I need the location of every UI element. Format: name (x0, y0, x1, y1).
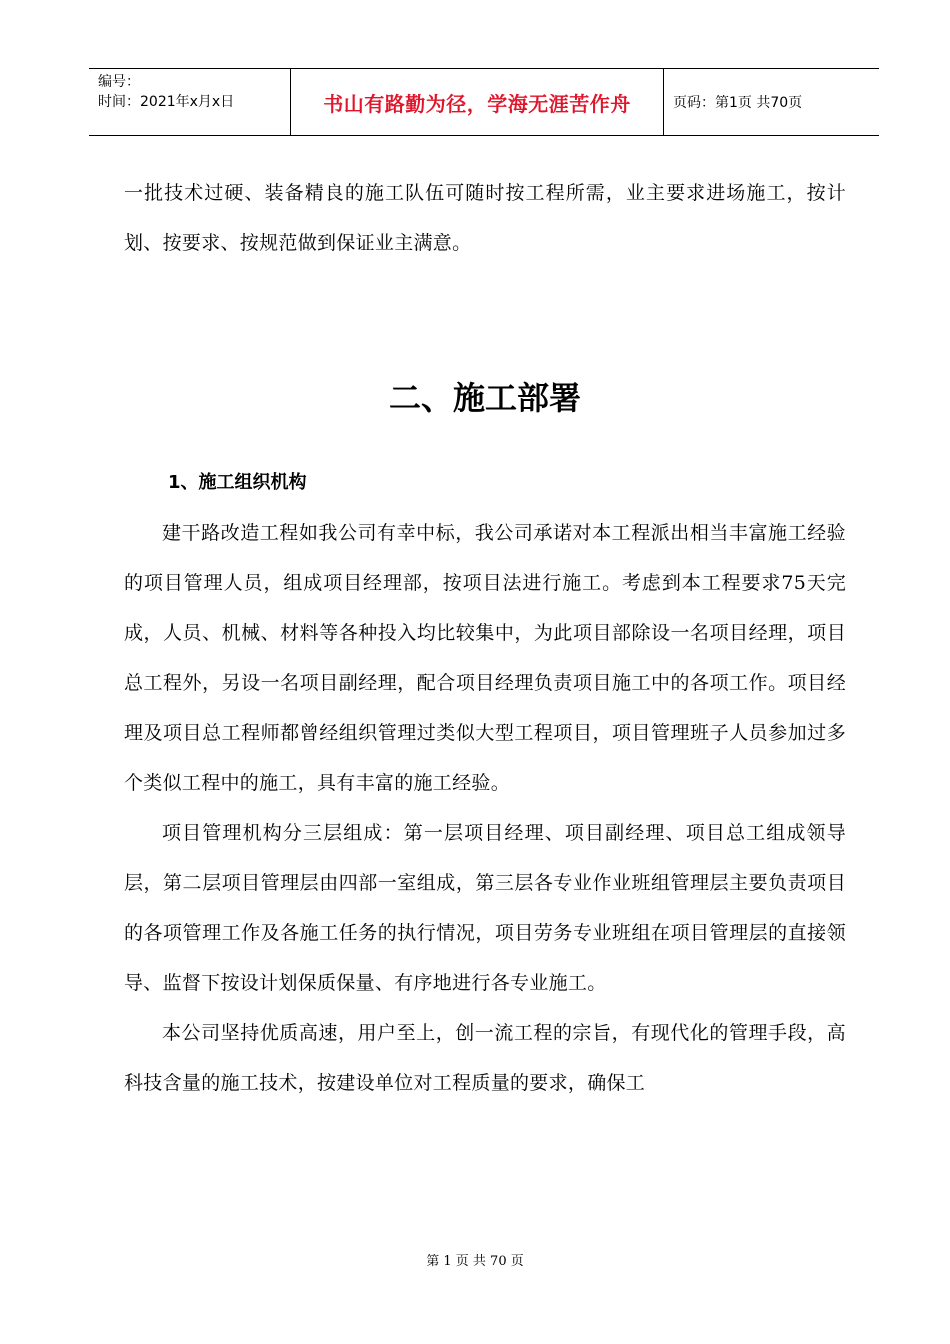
header-meta-cell (89, 69, 291, 135)
page-footer: 第 1 页 共 70 页 (426, 1254, 524, 1269)
document-time-label: 时间：2021年x月x日 (98, 94, 235, 110)
document-body (124, 168, 846, 1108)
intro-paragraph: 一批技术过硬、装备精良的施工队伍可随时按工程所需，业主要求进场施工，按计划、按要求、按规范做到保证业主满意。 (124, 182, 846, 254)
chapter-title: 二、施工部署 (388, 379, 581, 417)
body-paragraph: 建干路改造工程如我公司有幸中标，我公司承诺对本工程派出相当丰富施工经验的项目管理人员，组成项目经理部，按项目法进行施工。考虑到本工程要求75天完成，人员、机械、材料等各种投入均比较集中，为此项目部除设一名项目经理，项目总工程外，另设一名项目副经理，配合项目经理负责项目施工中的各项工作。项目经理及项目总工程师都曾经组织管理过类似大型工程项目，项目管理班子人员参加过多个类似工程中的施工，具有丰富的施工经验。 (124, 522, 846, 794)
body-paragraph: 本公司坚持优质高速，用户至上，创一流工程的宗旨，有现代化的管理手段，高科技含量的施工技术，按建设单位对工程质量的要求，确保工 (124, 1022, 846, 1094)
body-paragraph: 项目管理机构分三层组成：第一层项目经理、项目副经理、项目总工组成领导层，第二层项目管理层由四部一室组成，第三层各专业作业班组管理层主要负责项目的各项管理工作及各施工任务的执行情况，项目劳务专业班组在项目管理层的直接领导、监督下按设计划保质保量、有序地进行各专业施工。 (124, 822, 846, 994)
header-page-info: 页码：第1页 共70页 (673, 95, 803, 111)
page-header (89, 68, 879, 136)
header-motto: 书山有路勤为径，学海无涯苦作舟 (291, 69, 664, 135)
document-number-label: 编号： (98, 74, 140, 90)
section-title: 1、施工组织机构 (168, 472, 307, 493)
